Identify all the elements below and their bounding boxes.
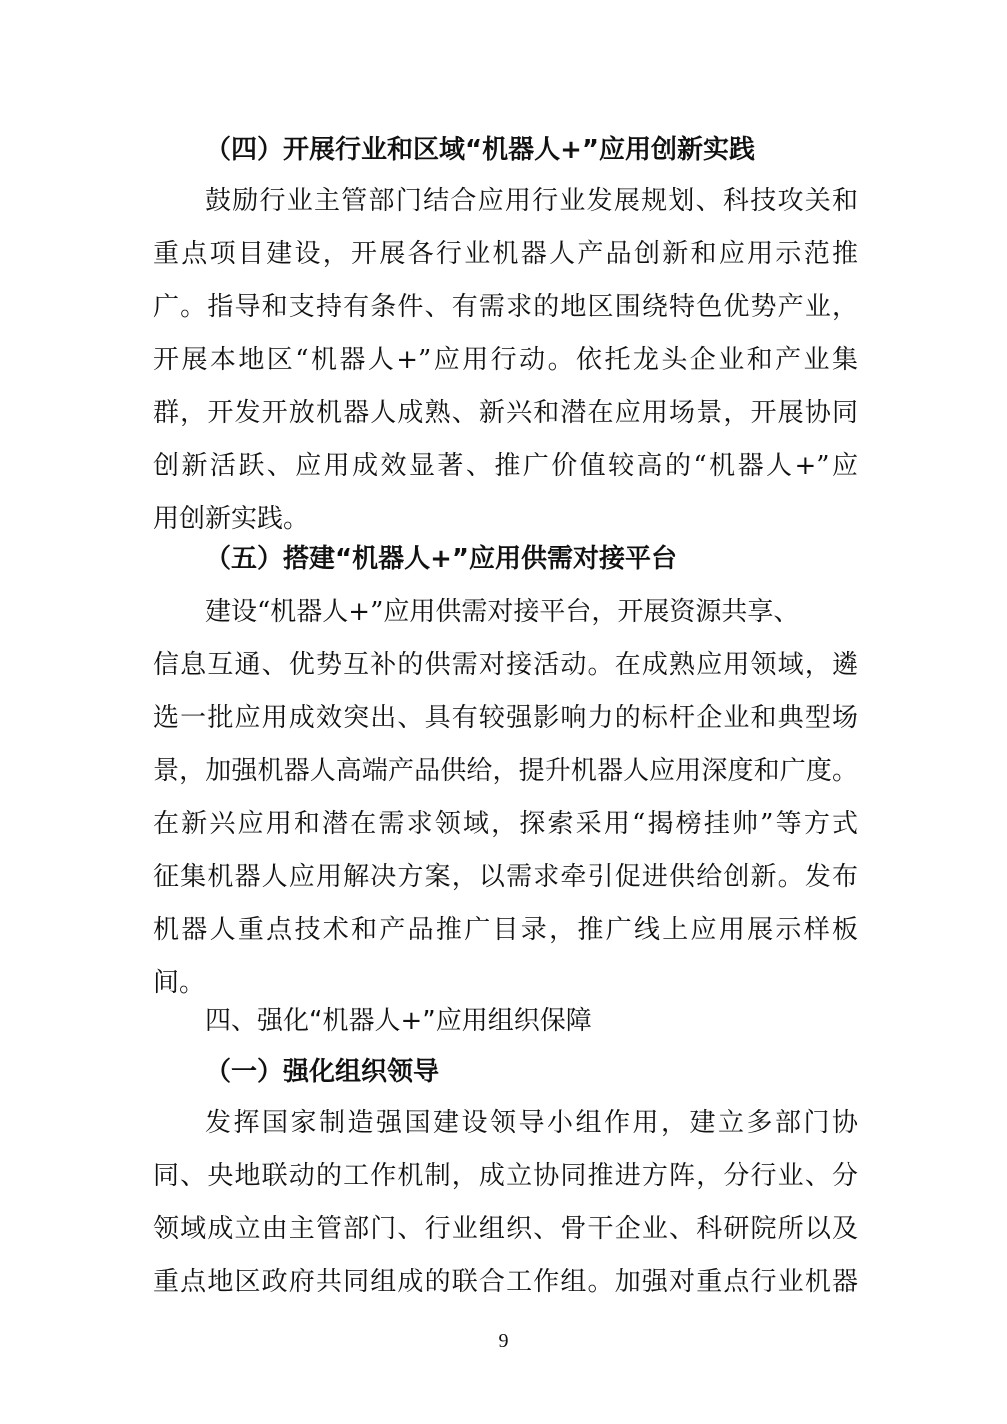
paragraph-line: 建设“机器人+”应用供需对接平台，开展资源共享、 xyxy=(205,597,800,627)
page-number: 9 xyxy=(498,1330,509,1352)
paragraph-line: 选一批应用成效突出、具有较强影响力的标杆企业和典型场 xyxy=(153,703,858,733)
paragraph-line: 征集机器人应用解决方案，以需求牵引促进供给创新。发布 xyxy=(153,862,858,892)
subsection-1-heading: （一）强化组织领导 xyxy=(205,1057,440,1087)
section-4-body xyxy=(153,175,858,546)
paragraph-line: 鼓励行业主管部门结合应用行业发展规划、科技攻关和 xyxy=(205,186,858,216)
part-4-heading: 四、强化“机器人+”应用组织保障 xyxy=(205,1006,592,1036)
paragraph-line: 用创新实践。 xyxy=(153,504,310,534)
subsection-1-body xyxy=(153,1097,858,1309)
paragraph-line: 重点项目建设，开展各行业机器人产品创新和应用示范推 xyxy=(153,239,858,269)
paragraph-line: 广。指导和支持有条件、有需求的地区围绕特色优势产业， xyxy=(153,292,858,322)
paragraph-line: 同、央地联动的工作机制，成立协同推进方阵，分行业、分 xyxy=(153,1161,858,1191)
paragraph-line: 间。 xyxy=(153,968,206,998)
section-4-heading: （四）开展行业和区域“机器人+”应用创新实践 xyxy=(205,135,755,165)
paragraph-line: 发挥国家制造强国建设领导小组作用，建立多部门协 xyxy=(205,1108,858,1138)
paragraph-line: 景，加强机器人高端产品供给，提升机器人应用深度和广度。 xyxy=(153,756,858,786)
paragraph-line: 信息互通、优势互补的供需对接活动。在成熟应用领域，遴 xyxy=(153,650,858,680)
paragraph-line: 在新兴应用和潜在需求领域，探索采用“揭榜挂帅”等方式 xyxy=(153,809,858,839)
paragraph-line: 群，开发开放机器人成熟、新兴和潜在应用场景，开展协同 xyxy=(153,398,858,428)
paragraph-line: 领域成立由主管部门、行业组织、骨干企业、科研院所以及 xyxy=(153,1214,858,1244)
section-5-heading: （五）搭建“机器人+”应用供需对接平台 xyxy=(205,544,677,574)
paragraph-line: 开展本地区“机器人+”应用行动。依托龙头企业和产业集 xyxy=(153,345,858,375)
paragraph-line: 创新活跃、应用成效显著、推广价值较高的“机器人+”应 xyxy=(153,451,858,481)
section-5-body xyxy=(153,586,858,1010)
paragraph-line: 机器人重点技术和产品推广目录，推广线上应用展示样板 xyxy=(153,915,858,945)
paragraph-line: 重点地区政府共同组成的联合工作组。加强对重点行业机器 xyxy=(153,1267,858,1297)
